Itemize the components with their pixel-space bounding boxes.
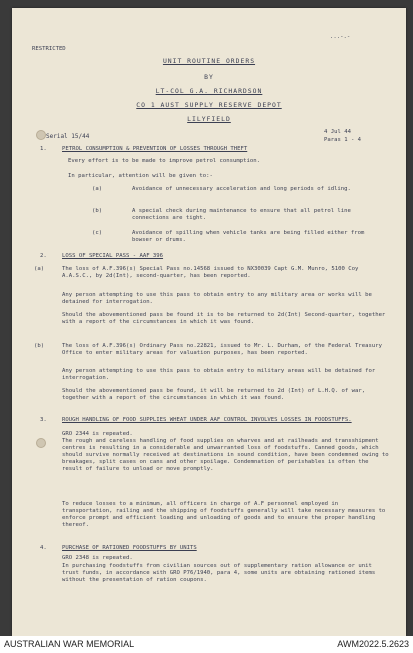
item-text: Avoidance of spilling when vehicle tanks are being filled either from bowser or drums. bbox=[132, 230, 365, 243]
section-heading: ROUGH HANDLING OF FOOD SUPPLIES WHEAT UNDER AAF CONTROL INVOLVES LOSSES IN FOODSTUFFS. bbox=[62, 417, 352, 423]
item-text: A special check during maintenance to ensure that all petrol line connections are tight. bbox=[132, 208, 351, 221]
section-heading: PURCHASE OF RATIONED FOODSTUFFS BY UNITS bbox=[62, 545, 197, 551]
paragraph-text: Every effort is to be made to improve petrol consumption. bbox=[68, 158, 260, 164]
serial-number: Serial 15/44 bbox=[46, 133, 90, 140]
unit-name: CO 1 AUST SUPPLY RESERVE DEPOT bbox=[136, 101, 282, 109]
paras-range: Paras 1 - 4 bbox=[324, 137, 362, 143]
section-number: 1. bbox=[40, 146, 47, 152]
paragraph-text: In particular, attention will be given to:- bbox=[68, 173, 213, 179]
paragraph-text: The loss of A.F.396(s) Special Pass no.14568 issued to NX30039 Capt G.M. Munro, 5100 Coy A.A.S.C., by 2d(Int), second-quarter, has been reported. bbox=[62, 266, 359, 279]
paragraph-text: Any person attempting to use this pass to obtain entry to military areas will be detained for interrogation. bbox=[62, 368, 376, 381]
paragraph-text: Should the abovementioned pass be found, it will be returned to 2d (Int) of L.H.Q. of war, together with a report of the circumstances in which it was found. bbox=[62, 388, 366, 401]
item-label: (b) bbox=[34, 343, 45, 349]
by-line: BY bbox=[204, 73, 214, 81]
archive-reference: AWM2022.5.2623 bbox=[337, 639, 409, 649]
paragraph-text: Should the abovementioned pass be found it is to be returned to 2d(Int) Second-quarter, together with a report of the circumstances in which it was found. bbox=[62, 312, 386, 325]
corner-marking: ...-.- bbox=[330, 34, 351, 40]
document-title: UNIT ROUTINE ORDERS bbox=[162, 57, 256, 65]
punch-hole-bottom bbox=[36, 438, 46, 448]
item-label: (a) bbox=[92, 186, 103, 192]
commander-name: LT-COL G.A. RICHARDSON bbox=[155, 87, 263, 95]
paragraph-text: The loss of A.F.396(s) Ordinary Pass no.22821, issued to Mr. L. Durham, of the Federal Treasury Office to enter military areas for valuation purposes, has been reported. bbox=[62, 343, 382, 356]
punch-hole-top bbox=[36, 130, 46, 140]
section-number: 2. bbox=[40, 253, 47, 259]
document-date: 4 Jul 44 bbox=[324, 129, 351, 135]
archive-footer bbox=[0, 636, 413, 653]
section-number: 3. bbox=[40, 417, 47, 423]
paragraph-text: The rough and careless handling of food supplies on wharves and at railheads and transshipment centres is resulting in a considerable and unwarranted loss of foodstuffs. Canned goods, which should survive normally received at destinations in sound condition, have been condemned owing to breakages, split cases on cans and other spoilage. Condemnation of perishables is often the result of failure to unload or move promptly. bbox=[62, 438, 389, 472]
paragraph-text: Any person attempting to use this pass to obtain entry to any military area or works will be detained for interrogation. bbox=[62, 292, 372, 305]
classification-marking: RESTRICTED bbox=[32, 46, 66, 52]
archive-name: AUSTRALIAN WAR MEMORIAL bbox=[4, 639, 135, 649]
paragraph-text: GRO 2348 is repeated. bbox=[62, 555, 133, 561]
section-heading: LOSS OF SPECIAL PASS - AAF 396 bbox=[62, 253, 164, 259]
item-label: (a) bbox=[34, 266, 45, 272]
paragraph-text: GRO 2344 is repeated. bbox=[62, 431, 133, 437]
section-heading: PETROL CONSUMPTION & PREVENTION OF LOSSES THROUGH THEFT bbox=[62, 146, 248, 152]
document-page bbox=[12, 8, 406, 636]
item-text: Avoidance of unnecessary acceleration and long periods of idling. bbox=[132, 186, 351, 192]
item-label: (c) bbox=[92, 230, 103, 236]
place-name: LILYFIELD bbox=[187, 115, 231, 123]
item-label: (b) bbox=[92, 208, 103, 214]
section-number: 4. bbox=[40, 545, 47, 551]
paragraph-text: In purchasing foodstuffs from civilian sources out of supplementary ration allowance or unit trust funds, in accordance with GRO P76/1940, para 4, some units are obtaining rationed items without the presentation of ration coupons. bbox=[62, 563, 376, 583]
paragraph-text: To reduce losses to a minimum, all officers in charge of A.F personnel employed in transportation, railing and the shipping of foodstuffs generally will take necessary measures to enforce prompt and efficient loading and unloading of goods and to ensure the proper handling thereof. bbox=[62, 501, 386, 528]
